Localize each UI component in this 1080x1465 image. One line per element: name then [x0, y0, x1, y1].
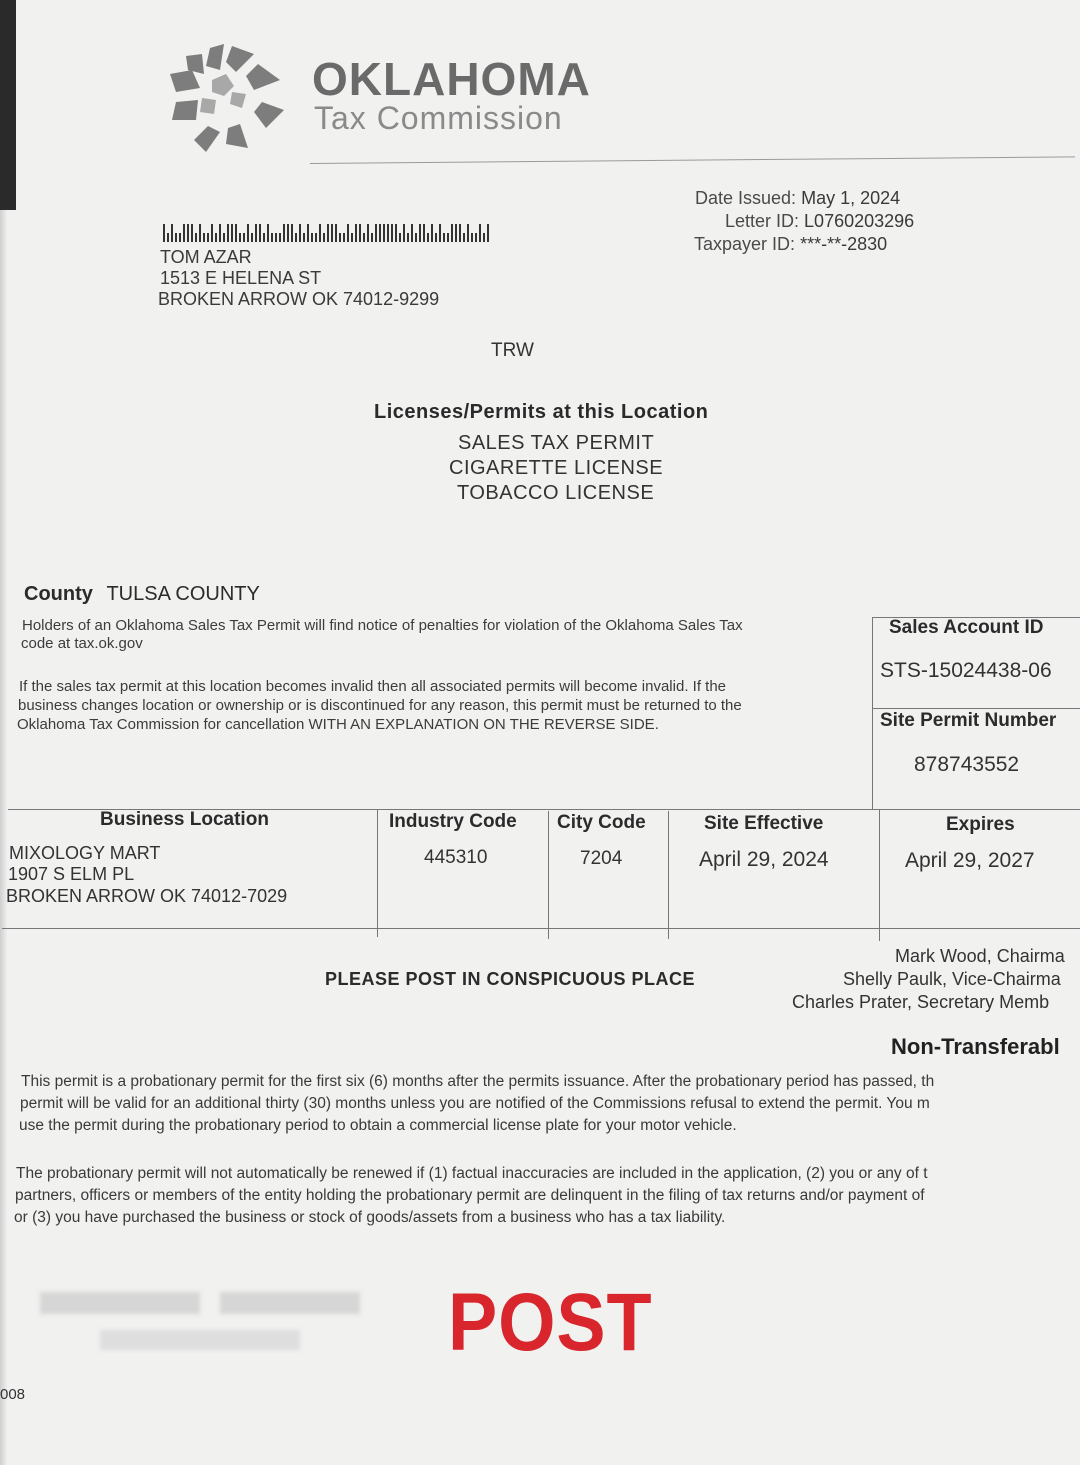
agency-subname: Tax Commission [314, 100, 563, 136]
barcode-bar [423, 224, 425, 242]
col-industry-code: Industry Code [389, 811, 517, 832]
barcode-bar [379, 224, 381, 242]
agency-name: OKLAHOMA [312, 53, 591, 105]
barcode-bar [243, 233, 245, 242]
barcode-bar [215, 233, 217, 242]
mailing-city: BROKEN ARROW OK 74012-9299 [158, 289, 440, 309]
notice-invalid-line: business changes location or ownership or is discontinued for any reason, this permit must be returned to the [18, 697, 742, 714]
barcode-bar [287, 224, 289, 242]
notice-penalties-line: Holders of an Oklahoma Sales Tax Permit will find notice of penalties for violation of the Oklahoma Sales Tax [22, 617, 743, 634]
county [24, 583, 260, 606]
barcode-bar [195, 233, 197, 242]
barcode-bar [219, 224, 221, 242]
barcode-bar [339, 233, 341, 242]
post-notice: PLEASE POST IN CONSPICUOUS PLACE [325, 969, 696, 989]
notice-invalid-line: If the sales tax permit at this location becomes invalid then all associated permits will become invalid. If the [19, 678, 727, 695]
barcode-bar [403, 224, 405, 242]
barcode-bar [447, 233, 449, 242]
probation-paragraph-line: use the permit during the probationary period to obtain a commercial license plate for your motor vehicle. [19, 1117, 737, 1134]
paper-shadow [0, 0, 7, 1465]
business-name: MIXOLOGY MART [9, 843, 161, 863]
barcode-bar [411, 224, 413, 242]
mailing-name: TOM AZAR [160, 247, 252, 267]
barcode-bar [199, 224, 201, 242]
date-issued-value: May 1, 2024 [801, 188, 901, 208]
city-code-value: 7204 [580, 848, 623, 869]
business-street: 1907 S ELM PL [8, 864, 135, 884]
barcode-bar [363, 233, 365, 242]
barcode-bar [295, 233, 297, 242]
official-secretary: Charles Prater, Secretary Memb [792, 992, 1050, 1012]
notice-penalties-line: code at tax.ok.gov [21, 635, 143, 652]
barcode-bar [487, 224, 489, 242]
official-vice-chair: Shelly Paulk, Vice-Chairma [843, 969, 1061, 989]
barcode-bar [191, 224, 193, 242]
site-permit-value: 878743552 [914, 753, 1020, 776]
barcode-bar [231, 224, 233, 242]
sales-account-value: STS-15024438-06 [880, 659, 1052, 682]
barcode-bar [307, 224, 309, 242]
official-chair: Mark Wood, Chairma [895, 946, 1065, 966]
barcode-bar [283, 224, 285, 242]
barcode-bar [395, 224, 397, 242]
barcode-bar [419, 224, 421, 242]
barcode-bar [163, 224, 165, 242]
barcode-bar [375, 224, 377, 242]
barcode-bar [211, 224, 213, 242]
barcode-bar [291, 224, 293, 242]
barcode-bar [383, 224, 385, 242]
barcode-bar [471, 233, 473, 242]
barcode-bar [323, 233, 325, 242]
barcode-bar [315, 233, 317, 242]
barcode-bar [183, 224, 185, 242]
barcode-bar [459, 224, 461, 242]
table-bottom-border [2, 928, 1080, 929]
barcode-bar [235, 224, 237, 242]
barcode-bar [187, 224, 189, 242]
barcode-bar [367, 224, 369, 242]
site-permit-label: Site Permit Number [880, 710, 1057, 731]
post-stamp: POST [448, 1277, 653, 1368]
barcode-bar [415, 233, 417, 242]
barcode-bar [271, 233, 273, 242]
sales-account-label: Sales Account ID [889, 617, 1044, 638]
mailing-street: 1513 E HELENA ST [160, 268, 322, 288]
barcode-bar [407, 233, 409, 242]
taxpayer-id [694, 234, 887, 255]
barcode-bar [175, 233, 177, 242]
license-item: TOBACCO LICENSE [457, 482, 655, 504]
barcode-bar [455, 224, 457, 242]
business-city: BROKEN ARROW OK 74012-7029 [6, 886, 288, 906]
barcode-bar [479, 224, 481, 242]
form-number: 008 [0, 1386, 26, 1403]
site-effective-value: April 29, 2024 [699, 848, 829, 871]
letter-id-value: L0760203296 [804, 211, 915, 231]
barcode-bar [319, 224, 321, 242]
barcode-bar [371, 233, 373, 242]
probation-paragraph-line: This permit is a probationary permit for the first six (6) months after the permits issuance. After the probationary period has passed, th [21, 1073, 935, 1090]
barcode-bar [223, 233, 225, 242]
reverse-side-bleed-through [30, 1282, 360, 1371]
barcode-bar [207, 233, 209, 242]
barcode-bar [335, 224, 337, 242]
industry-code-value: 445310 [424, 847, 488, 868]
barcode-bar [311, 233, 313, 242]
barcode-bar [483, 233, 485, 242]
barcode-bar [255, 224, 257, 242]
col-city-code: City Code [557, 812, 646, 833]
trw-code: TRW [491, 340, 534, 361]
table-col-divider [668, 811, 669, 939]
barcode-bar [387, 224, 389, 242]
barcode-bar [475, 233, 477, 242]
table-col-divider [879, 809, 880, 941]
oklahoma-star-logo-icon [162, 40, 292, 158]
table-col-divider [377, 809, 378, 937]
barcode-bar [443, 233, 445, 242]
barcode-bar [435, 233, 437, 242]
letter-id-label: Letter ID: [725, 211, 800, 231]
account-box-mid-border [872, 708, 1080, 709]
account-box-left-border [872, 617, 873, 810]
barcode-bar [239, 233, 241, 242]
taxpayer-id-value: ***-**-2830 [800, 234, 888, 254]
col-site-effective: Site Effective [704, 813, 824, 834]
barcode-bar [343, 233, 345, 242]
barcode-bar [279, 233, 281, 242]
barcode-bar [399, 233, 401, 242]
barcode-bar [355, 224, 357, 242]
barcode-bar [171, 224, 173, 242]
barcode-bar [167, 233, 169, 242]
renewal-paragraph-line: or (3) you have purchased the business or stock of goods/assets from a business who has a tax liability. [14, 1209, 726, 1226]
county-label: County [24, 583, 93, 605]
expires-value: April 29, 2027 [905, 849, 1035, 872]
postal-barcode [163, 220, 489, 242]
non-transferable-label: Non-Transferabl [891, 1034, 1060, 1059]
barcode-bar [467, 224, 469, 242]
barcode-bar [463, 233, 465, 242]
barcode-bar [275, 233, 277, 242]
col-expires: Expires [946, 814, 1015, 835]
barcode-bar [351, 233, 353, 242]
barcode-bar [247, 224, 249, 242]
barcode-bar [391, 224, 393, 242]
date-issued [695, 188, 900, 209]
barcode-bar [451, 224, 453, 242]
header-divider [310, 156, 1075, 164]
table-col-divider [548, 811, 549, 939]
barcode-bar [427, 233, 429, 242]
licenses-title: Licenses/Permits at this Location [374, 401, 709, 423]
county-value: TULSA COUNTY [106, 583, 260, 605]
barcode-bar [251, 233, 253, 242]
barcode-bar [359, 224, 361, 242]
renewal-paragraph-line: partners, officers or members of the entity holding the probationary permit are delinquent in the filing of tax returns and/or payment of [15, 1187, 925, 1204]
probation-paragraph-line: permit will be valid for an additional thirty (30) months unless you are notified of the Commissions refusal to extend the permit. You m [20, 1095, 930, 1112]
license-item: SALES TAX PERMIT [458, 432, 655, 454]
barcode-bar [327, 224, 329, 242]
license-item: CIGARETTE LICENSE [449, 457, 664, 479]
barcode-bar [179, 233, 181, 242]
taxpayer-id-label: Taxpayer ID: [694, 234, 796, 254]
barcode-bar [439, 224, 441, 242]
barcode-bar [227, 224, 229, 242]
renewal-paragraph-line: The probationary permit will not automatically be renewed if (1) factual inaccuracies are included in the application, (2) you or any of t [16, 1165, 928, 1182]
letter-id [725, 211, 914, 232]
barcode-bar [267, 224, 269, 242]
col-business-location: Business Location [100, 809, 269, 830]
barcode-bar [259, 224, 261, 242]
paper-edge-dark [0, 0, 16, 210]
barcode-bar [203, 233, 205, 242]
barcode-bar [303, 233, 305, 242]
barcode-bar [331, 224, 333, 242]
barcode-bar [347, 224, 349, 242]
barcode-bar [299, 224, 301, 242]
notice-invalid-line: Oklahoma Tax Commission for cancellation WITH AN EXPLANATION ON THE REVERSE SIDE. [17, 716, 659, 733]
barcode-bar [431, 224, 433, 242]
barcode-bar [263, 233, 265, 242]
date-issued-label: Date Issued: [695, 188, 797, 208]
